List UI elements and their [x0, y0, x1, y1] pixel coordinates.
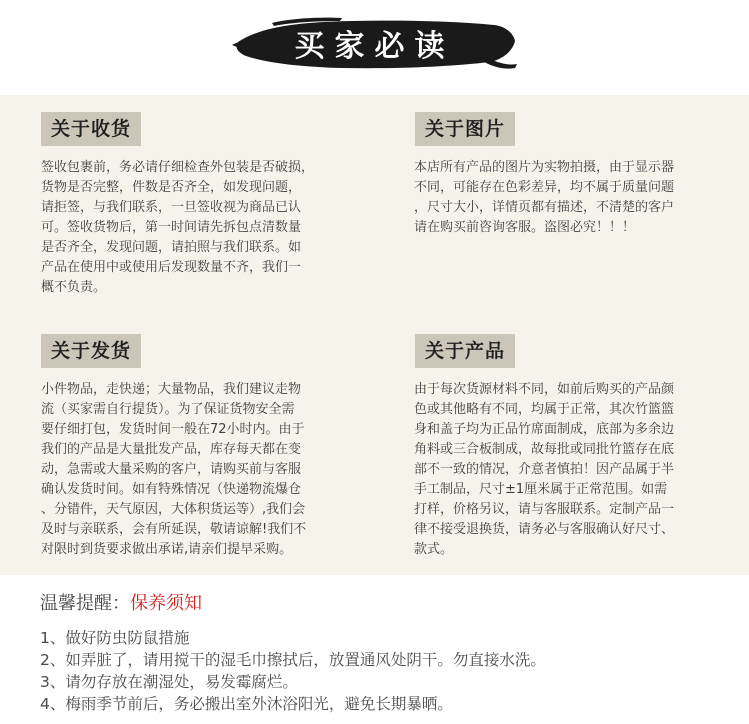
header-banner [0, 0, 749, 95]
body-line: 手工制品，尺寸±1厘米属于正常范围。如需 [414, 482, 668, 497]
body-line: 动，急需或大量采购的客户，请购买前与客服 [41, 462, 302, 477]
body-line: 、分错件，天气原因，大体积货运等）,我们会 [41, 502, 306, 517]
body-line: 货物是否完整，件数是否齐全，如发现问题， [41, 180, 302, 195]
reminder-label: 温馨提醒： [40, 593, 130, 614]
body-line: 色或其他略有不同，均属于正常，其次竹篮篮 [414, 402, 675, 417]
body-line: 角料或三合板制成，故每批或同批竹篮存在底 [414, 442, 675, 457]
body-line: 对限时到货要求做出承诺,请亲们提早采购。 [41, 542, 293, 557]
reminder-heading [40, 589, 202, 615]
header-title: 买家必读 [294, 29, 455, 64]
body-line: 签收包裹前，务必请仔细检查外包装是否破损， [41, 160, 315, 175]
section-title-products: 关于产品 [415, 334, 515, 368]
body-line: 我们的产品是大量批发产品，库存每天都在变 [41, 442, 302, 457]
body-line: 律不接受退换货，请务必与客服确认好尺寸、 [414, 522, 675, 537]
section-body-products [414, 380, 674, 560]
reminder-highlight: 保养须知 [130, 593, 202, 614]
body-line: 请拒签，与我们联系，一旦签收视为商品已认 [41, 200, 302, 215]
body-line: 产品在使用中或使用后发现数量不齐，我们一 [41, 260, 302, 275]
care-instructions-list [40, 627, 546, 715]
body-line: 是否齐全，发现问题，请拍照与我们联系。如 [41, 240, 302, 255]
section-title-shipping: 关于发货 [41, 334, 141, 368]
section-body-shipping [41, 380, 306, 560]
body-line: ，尺寸大小，详情页都有描述，不清楚的客户 [414, 200, 675, 215]
body-line: 请在购买前咨询客服。盗图必究！！！ [414, 220, 636, 235]
body-line: 确认发货时间。如有特殊情况（快递物流爆仓 [41, 482, 302, 497]
body-line: 不同，可能存在色彩差异，均不属于质量问题 [414, 180, 675, 195]
section-body-pictures [414, 158, 674, 238]
body-line: 本店所有产品的图片为实物拍摄，由于显示器 [414, 160, 675, 175]
list-item: 3、请勿存放在潮湿处，易发霉腐烂。 [40, 673, 298, 691]
body-line: 身和盖子均为正品竹席面制成，底部为多余边 [414, 422, 675, 437]
body-line: 流（买家需自行提货）。为了保证货物安全需 [41, 402, 295, 417]
body-line: 款式。 [414, 542, 454, 557]
section-body-receiving [41, 158, 314, 298]
list-item: 4、梅雨季节前后，务必搬出室外沐浴阳光，避免长期暴晒。 [40, 695, 453, 713]
body-line: 及时与亲联系，会有所延误，敬请谅解!我们不 [41, 522, 307, 537]
body-line: 部不一致的情况，介意者慎拍！因产品属于半 [414, 462, 675, 477]
body-line: 可。签收货物后，第一时间请先拆包点清数量 [41, 220, 302, 235]
body-line: 小件物品，走快递；大量物品，我们建议走物 [41, 382, 302, 397]
body-line: 打样，价格另议，请与客服联系。定制产品一 [414, 502, 675, 517]
list-item: 1、做好防虫防鼠措施 [40, 629, 190, 647]
section-title-pictures: 关于图片 [415, 112, 515, 146]
body-line: 概不负责。 [41, 280, 107, 295]
list-item: 2、如弄脏了，请用搅干的湿毛巾擦拭后，放置通风处阴干。勿直接水洗。 [40, 651, 546, 669]
body-line: 要仔细打包，发货时间一般在72小时内。由于 [41, 422, 305, 437]
section-title-receiving: 关于收货 [41, 112, 141, 146]
body-line: 由于每次货源材料不同，如前后购买的产品颜 [414, 382, 675, 397]
